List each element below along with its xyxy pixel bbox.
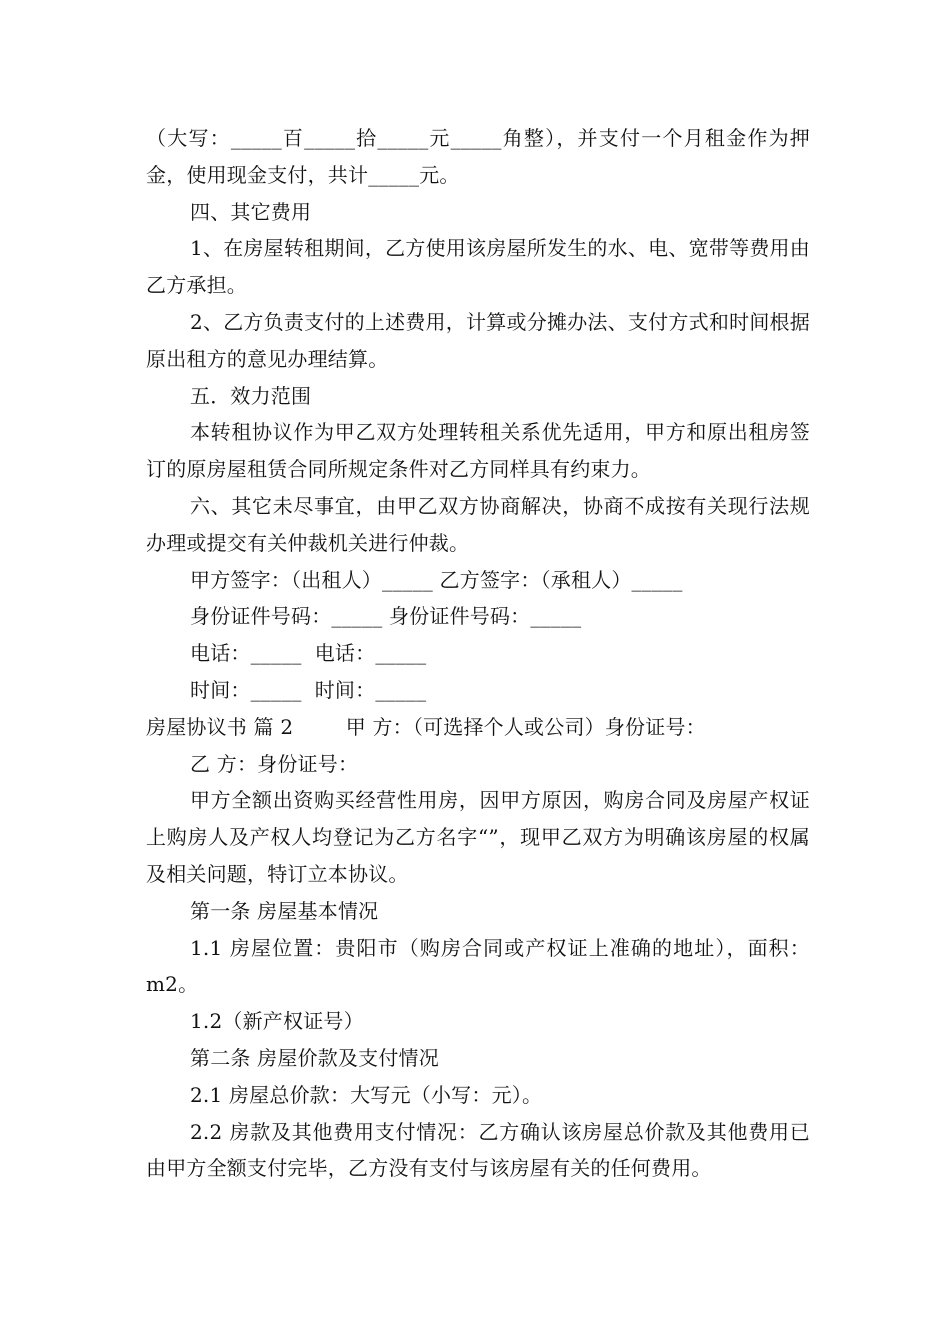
date-line: 时间：_____ 时间：_____	[190, 677, 427, 702]
paragraph-deposit-amount: （大写：_____百_____拾_____元_____角整），并支付一个月租金作为押金，使用现金支付，共计_____元。	[146, 126, 810, 187]
paragraph-sublease-priority: 本转租协议作为甲乙双方处理转租关系优先适用，甲方和原出租房签订的原房屋租赁合同所规定条件对乙方同样具有约束力。	[146, 420, 810, 482]
agreement-2-heading: 房屋协议书 篇 2 甲 方：（可选择个人或公司）身份证号：	[146, 714, 706, 739]
paragraph-utility-fees: 1、在房屋转租期间，乙方使用该房屋所发生的水、电、宽带等费用由乙方承担。	[146, 236, 810, 298]
article-2-heading: 第二条 房屋价款及支付情况	[190, 1045, 439, 1070]
signature-line: 甲方签字：（出租人）_____ 乙方签字：（承租人）_____	[190, 567, 683, 592]
party-b-line: 乙 方：身份证号：	[190, 751, 359, 776]
heading-other-fees: 四、其它费用	[190, 199, 312, 224]
paragraph-purchase-background: 甲方全额出资购买经营性用房，因甲方原因，购房合同及房屋产权证上购房人及产权人均登记为乙方名字“”，现甲乙双方为明确该房屋的权属及相关问题，特订立本协议。	[146, 788, 810, 886]
paragraph-other-matters: 六、其它未尽事宜，由甲乙双方协商解决，协商不成按有关现行法规办理或提交有关仲裁机关进行仲裁。	[146, 493, 810, 555]
phone-line: 电话：_____ 电话：_____	[190, 641, 427, 666]
clause-1-1: 1.1 房屋位置：贵阳市（购房合同或产权证上准确的地址），面积： m2。	[146, 935, 817, 997]
heading-scope-of-effect: 五．效力范围	[190, 383, 312, 408]
article-1-heading: 第一条 房屋基本情况	[190, 898, 379, 923]
document-body	[146, 120, 817, 1187]
paragraph-fee-settlement: 2、乙方负责支付的上述费用，计算或分摊办法、支付方式和时间根据原出租方的意见办理结算。	[146, 309, 810, 371]
id-number-line: 身份证件号码：_____ 身份证件号码：_____	[190, 604, 582, 629]
clause-2-2: 2.2 房款及其他费用支付情况：乙方确认该房屋总价款及其他费用已由甲方全额支付完毕，乙方没有支付与该房屋有关的任何费用。	[146, 1119, 810, 1181]
clause-2-1: 2.1 房屋总价款：大写元（小写：元）。	[190, 1082, 543, 1107]
clause-1-2: 1.2（新产权证号）	[190, 1009, 364, 1034]
